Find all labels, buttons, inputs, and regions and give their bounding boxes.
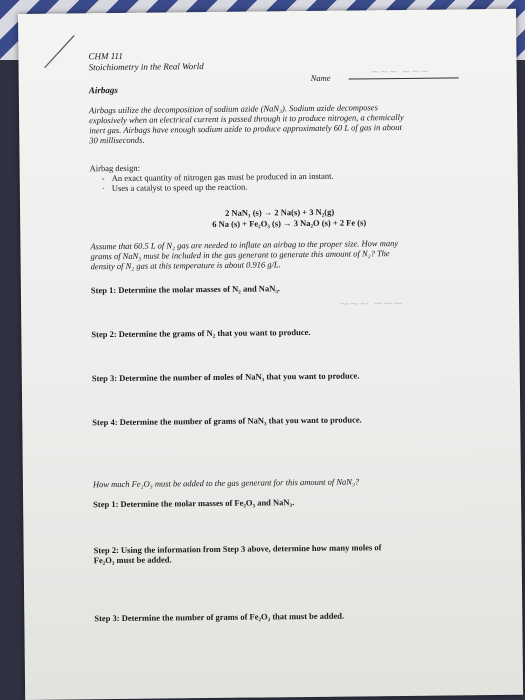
section-title: Airbags [88, 84, 118, 96]
bullet-dot-icon: · [101, 183, 105, 194]
question-2: How much Fe₂O₃ must be added to the gas generant for this amount of NaN₃? [92, 476, 360, 490]
bullet-dash-icon: - [101, 173, 105, 184]
part2-step-1: Step 1: Determine the molar masses of Fe₂O₃ and NaN₃. [93, 497, 295, 510]
intro-line: 30 milliseconds. [89, 134, 145, 146]
step-4: Step 4: Determine the number of grams of NaN₃ that you want to produce. [92, 414, 362, 428]
design-heading: Airbag design: [89, 162, 140, 174]
problem-line: grams of NaN₃ must be included in the gas generant to generate this amount of N₂? The [90, 248, 390, 262]
part2-step-2-cont: Fe₂O₃ must be added. [93, 554, 172, 566]
worksheet-page [18, 9, 523, 700]
name-label: Name [310, 72, 331, 83]
design-bullet: An exact quantity of nitrogen gas must be produced in an instant. [111, 170, 334, 184]
problem-line: density of N₂ gas at this temperature is about 0.916 g/L. [90, 259, 281, 272]
part2-step-3: Step 3: Determine the number of grams of Fe₂O₃ that must be added. [94, 610, 345, 624]
course-code: CHM 111 [88, 50, 123, 62]
worksheet-subtitle: Stoichiometry in the Real World [88, 61, 204, 73]
part2-step-2: Step 2: Using the information from Step 3 above, determine how many moles of [93, 542, 382, 556]
handwritten-name: ~~~ ~~~ [370, 64, 430, 79]
faint-handwriting: ~~~ ~~~ [338, 295, 404, 311]
pen-mark-icon [40, 31, 80, 71]
intro-line: inert gas. Airbags have enough sodium azide to produce approximately 60 L of gas in about [89, 121, 402, 136]
step-1: Step 1: Determine the molar masses of N₂ and NaN₃. [90, 283, 281, 296]
equation-2: 6 Na (s) + Fe₂O₃ (s) → 3 Na₂O (s) + 2 Fe (s) [212, 217, 367, 229]
design-bullet: Uses a catalyst to speed up the reaction. [111, 181, 248, 194]
step-3: Step 3: Determine the number of moles of NaN₃ that you want to produce. [91, 370, 360, 384]
intro-line: Airbags utilize the decomposition of sodium azide (NaN₃). Sodium azide decomposes [88, 102, 378, 116]
step-2: Step 2: Determine the grams of N₂ that you want to produce. [91, 326, 311, 340]
problem-line: Assume that 60.5 L of N₂ gas are needed to inflate an airbag to the proper size. How many [90, 238, 399, 252]
intro-line: explosively when an electrical current is passed through it to produce nitrogen, a chemically [89, 111, 404, 126]
equation-1: 2 NaN₃ (s) → 2 Na(s) + 3 N₂(g) [225, 206, 335, 218]
